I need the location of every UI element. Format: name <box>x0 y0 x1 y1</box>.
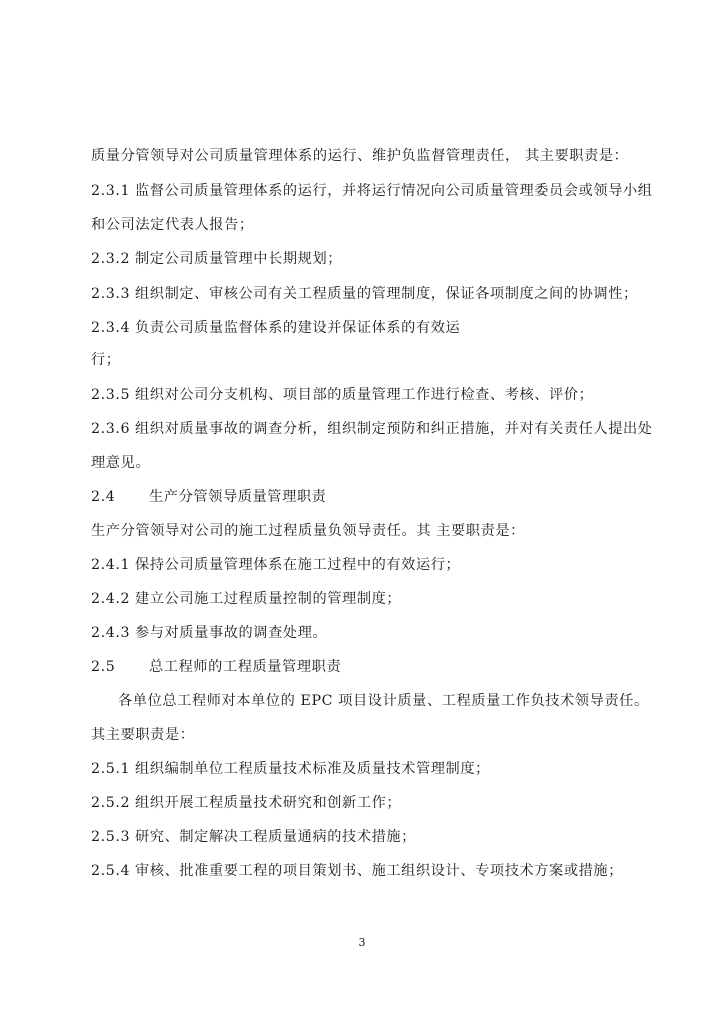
line-text: 理意见。 <box>91 455 151 471</box>
line-text: 其主要职责是： <box>91 727 195 743</box>
paragraph-line <box>91 861 651 881</box>
line-text: 组织开展工程质量技术研究和创新工作； <box>135 795 402 811</box>
line-text: 研究、制定解决工程质量通病的技术措施； <box>135 829 416 845</box>
paragraph-line <box>91 725 651 745</box>
paragraph-line <box>91 759 651 779</box>
section-number: 2.3.2 <box>91 251 131 267</box>
line-text: 负责公司质量监督体系的建设并保证体系的有效运 <box>135 320 461 336</box>
paragraph-line <box>91 249 651 269</box>
section-number: 2.3.4 <box>91 320 131 336</box>
section-number: 2.5.1 <box>91 761 131 777</box>
section-number: 2.3.1 <box>91 183 131 199</box>
section-number: 2.3.3 <box>91 286 131 302</box>
paragraph-line <box>91 284 651 304</box>
paragraph-line <box>91 350 651 370</box>
line-text: 监督公司质量管理体系的运行，并将运行情况向公司质量管理委员会或领导小组 <box>135 183 653 199</box>
line-text: 建立公司施工过程质量控制的管理制度； <box>135 591 402 607</box>
line-text: 审核、批准重要工程的项目策划书、施工组织设计、专项技术方案或措施； <box>135 863 623 879</box>
section-number: 2.4 <box>91 489 116 505</box>
section-number: 2.4.3 <box>91 625 131 641</box>
paragraph-line <box>91 555 651 575</box>
paragraph-line <box>91 146 651 166</box>
line-text: 保持公司质量管理体系在施工过程中的有效运行； <box>135 557 461 573</box>
paragraph-line <box>91 385 651 405</box>
page-number: 3 <box>358 936 366 949</box>
paragraph-line <box>91 215 651 235</box>
line-text: 参与对质量事故的调查处理。 <box>135 625 328 641</box>
section-number: 2.5.4 <box>91 863 131 879</box>
paragraph-line <box>91 181 651 201</box>
line-text: 和公司法定代表人报告； <box>91 217 254 233</box>
paragraph-line <box>91 318 651 338</box>
heading-text: 生产分管领导质量管理职责 <box>149 489 327 505</box>
paragraph-line <box>91 827 651 847</box>
line-text: 组织编制单位工程质量技术标准及质量技术管理制度； <box>135 761 490 777</box>
line-text: 制定公司质量管理中长期规划； <box>135 251 343 267</box>
line-text: 质量分管领导对公司质量管理体系的运行、维护负监督管理责任， 其主要职责是： <box>91 148 629 164</box>
line-text: 组织对质量事故的调查分析，组织制定预防和纠正措施，并对有关责任人提出处 <box>135 421 653 437</box>
paragraph-line <box>91 521 651 541</box>
section-number: 2.5.3 <box>91 829 131 845</box>
paragraph-line <box>91 453 651 473</box>
section-number: 2.5.2 <box>91 795 131 811</box>
section-number: 2.3.5 <box>91 387 131 403</box>
paragraph-line <box>91 589 651 609</box>
section-number: 2.3.6 <box>91 421 131 437</box>
section-heading <box>91 487 651 507</box>
section-number: 2.5 <box>91 659 116 675</box>
line-text: 生产分管领导对公司的施工过程质量负领导责任。其 主要职责是： <box>91 523 525 539</box>
section-number: 2.4.1 <box>91 557 131 573</box>
heading-text: 总工程师的工程质量管理职责 <box>149 659 342 675</box>
section-heading <box>91 657 651 677</box>
line-text: 行； <box>91 352 121 368</box>
paragraph-line <box>91 623 651 643</box>
line-text: 组织对公司分支机构、项目部的质量管理工作进行检查、考核、评价； <box>135 387 594 403</box>
paragraph-line <box>91 419 651 439</box>
paragraph-line <box>118 691 678 711</box>
section-number: 2.4.2 <box>91 591 131 607</box>
line-text: 组织制定、审核公司有关工程质量的管理制度，保证各项制度之间的协调性； <box>135 286 638 302</box>
paragraph-line <box>91 793 651 813</box>
line-text: 各单位总工程师对本单位的 EPC 项目设计质量、工程质量工作负技术领导责任。 <box>118 693 649 709</box>
